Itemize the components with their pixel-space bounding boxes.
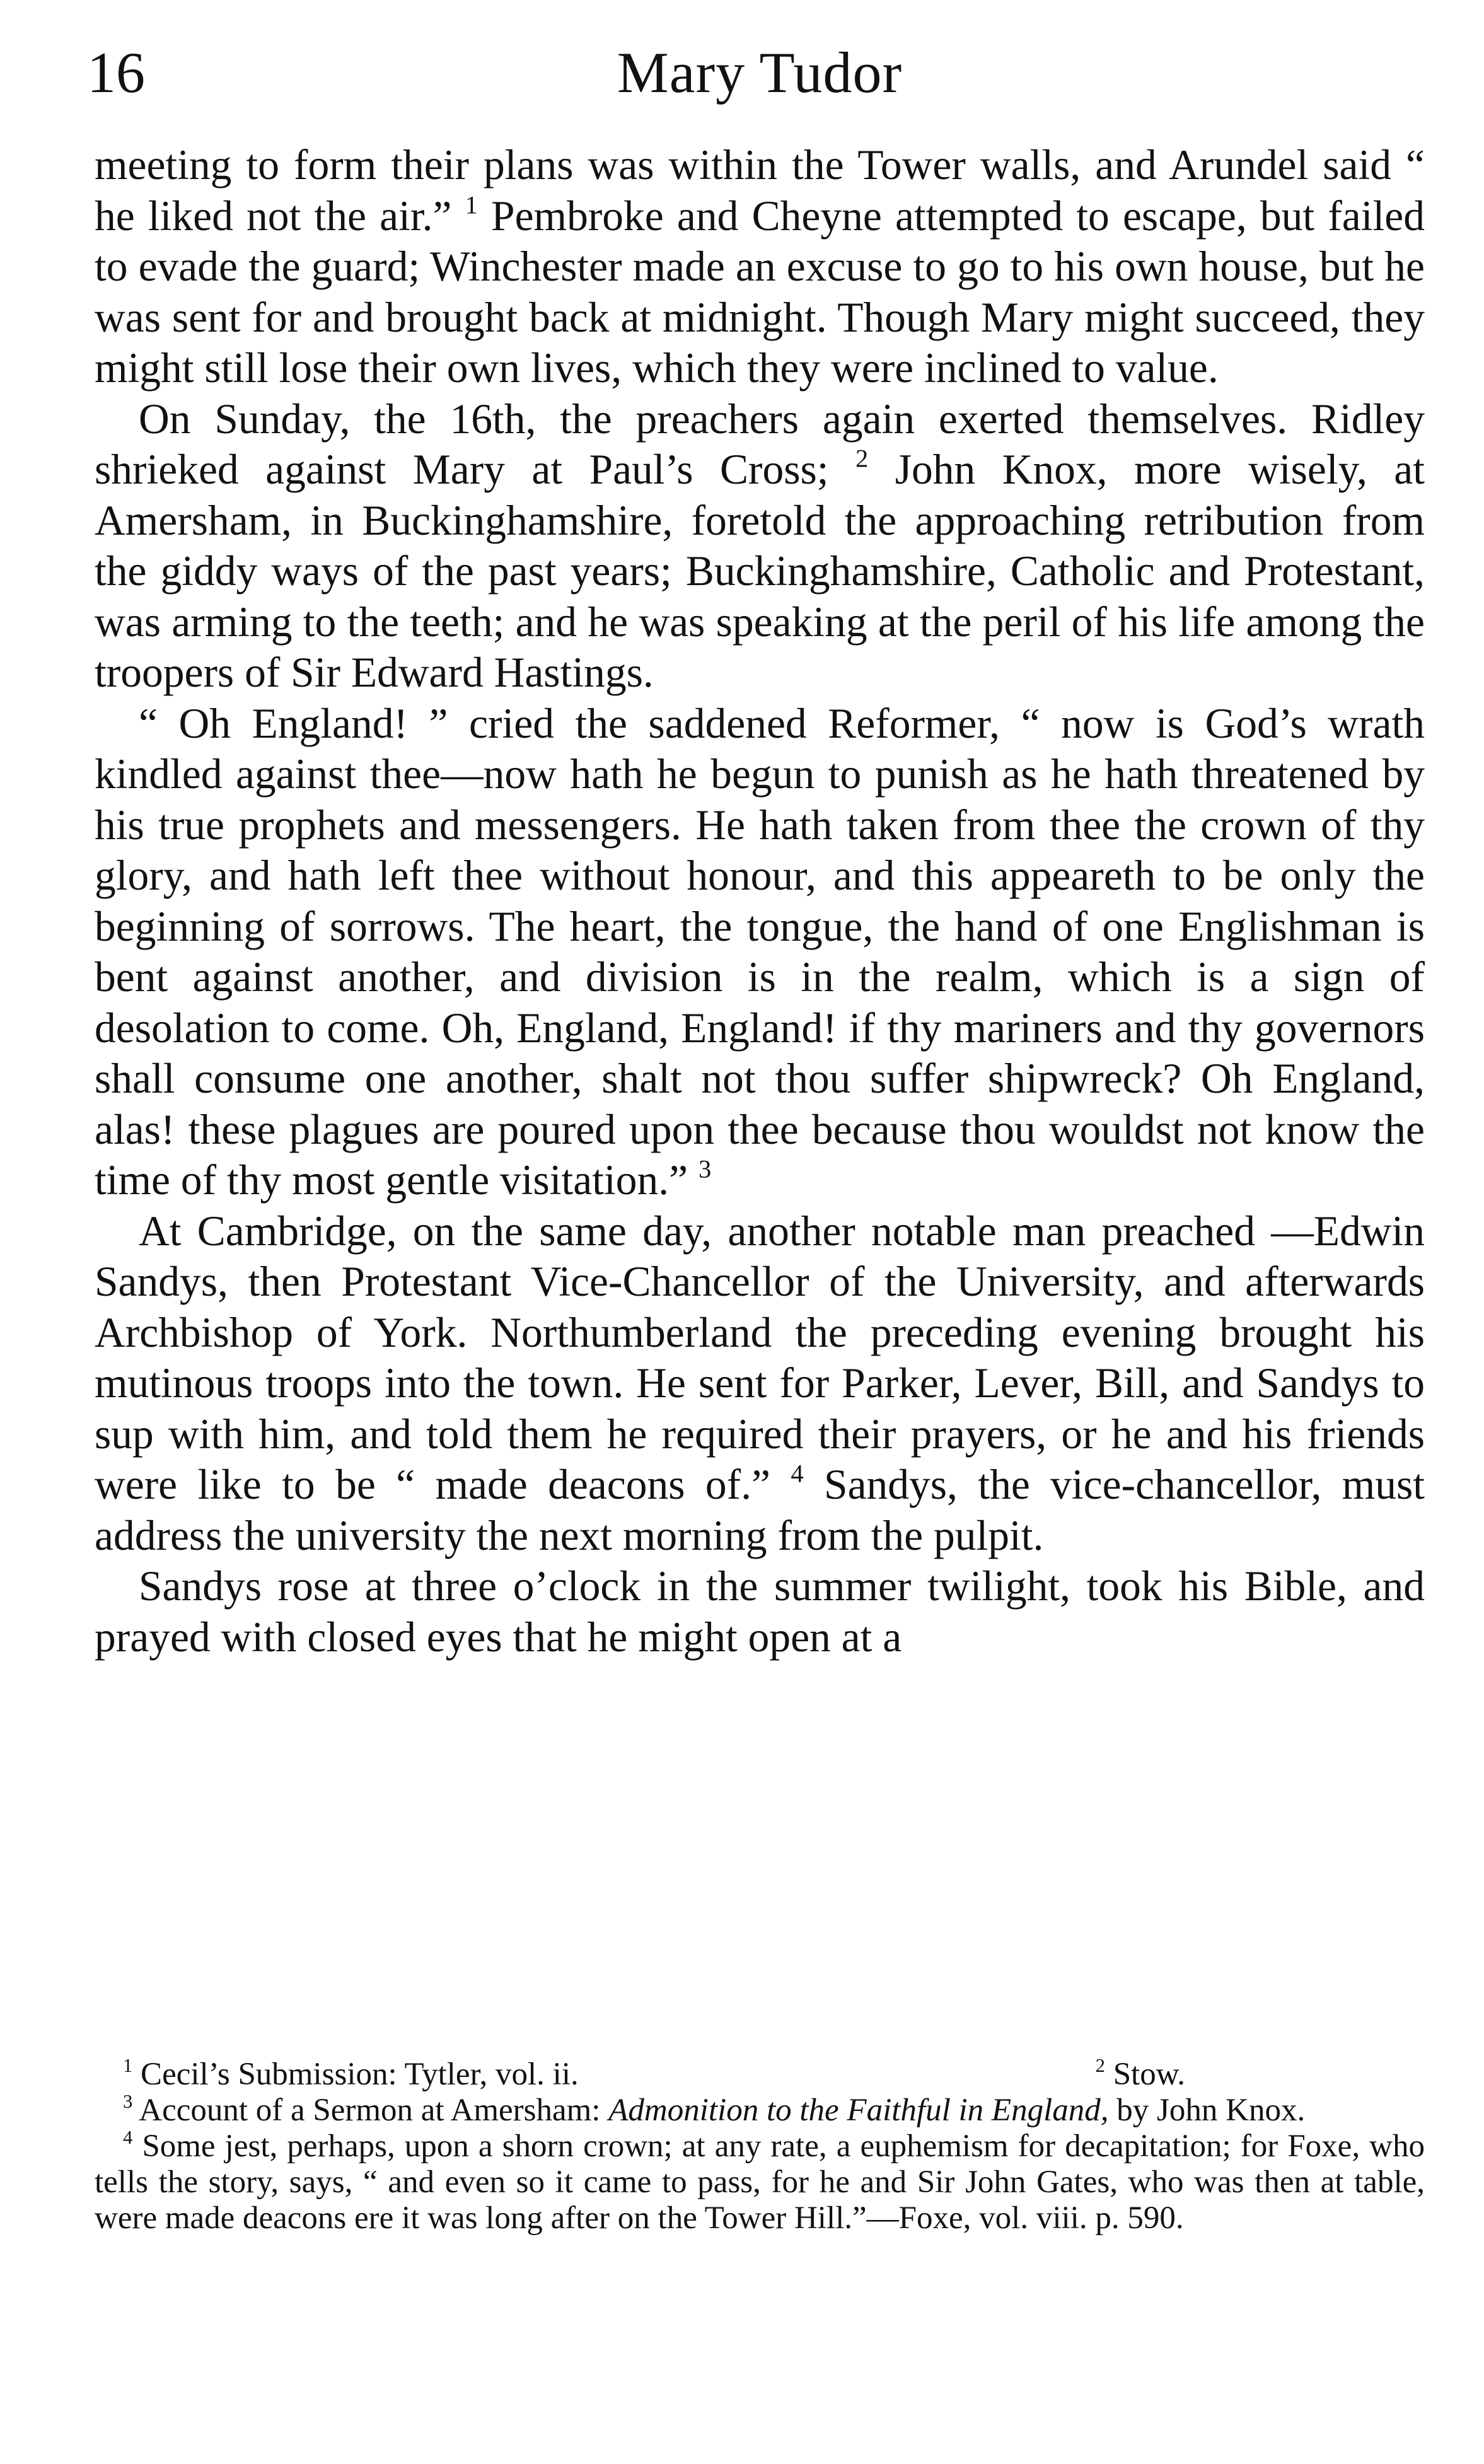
body-text [95, 140, 1425, 1663]
paragraph-text: “ Oh England! ” cried the saddened Reformer, “ now is God’s wrath kindled against thee—now hath he begun to punish as he hath threatened by his true prophets and messengers. He hath taken from thee the crown of thy glory, and hath left thee without honour, and this appeareth to be only the beginning of sorrows. The heart, the tongue, the hand of one Englishman is bent against another, and division is in the realm, which is a sign of desolation to come. Oh, England, England! if thy mariners and thy governors shall consume one another, shalt not thou suffer shipwreck? Oh England, alas! these plagues are poured upon thee because thou wouldst not know the time of thy most gentle visitation.” [95, 699, 1425, 1204]
page-number: 16 [87, 40, 145, 105]
footnote-text: Account of a Sermon at Amersham: [132, 2093, 609, 2128]
footnote-1 [123, 2057, 579, 2093]
paragraph-text: At Cambridge, on the same day, another notable man preached —Edwin Sandys, then Protestant Vice-Chancellor of the University, and afterwards Archbishop of York. Northumberland the preceding evening brought his mutinous troops into the town. He sent for Parker, Lever, Bill, and Sandys to sup with him, and told them he required their prayers, or he and his friends were like to be “ made deacons of.” [95, 1207, 1425, 1508]
footnote-text: Stow. [1104, 2057, 1185, 2092]
paragraph-1 [95, 140, 1425, 394]
paragraph-text: Pembroke and Cheyne attempted to escape, but failed to evade the guard; Winchester made an excuse to go to his own house, but he was sent for and brought back at midnight. Though Mary might succeed, they might still lose their own lives, which they were inclined to value. [95, 192, 1425, 392]
footnote-mark: 2 [1095, 2055, 1105, 2077]
paragraph-text: meeting to form their plans was within the Tower walls, and Arundel said “ he liked not the air.” [95, 141, 1425, 240]
footnote-ref: 4 [791, 1459, 804, 1488]
page-header [87, 25, 1425, 120]
footnote-2 [1096, 2057, 1185, 2093]
paragraph-text: On Sunday, the 16th, the preachers again exerted themselves. Ridley shrieked against Mary at Paul’s Cross; [95, 395, 1425, 493]
footnote-4 [95, 2129, 1425, 2236]
footnotes [95, 2057, 1425, 2236]
footnote-mark: 3 [123, 2091, 133, 2113]
footnote-mark: 1 [123, 2055, 133, 2077]
paragraph-3 [95, 699, 1425, 1206]
paragraph-5 [95, 1561, 1425, 1663]
book-page [87, 25, 1425, 1663]
footnote-ref: 1 [465, 190, 478, 219]
footnote-text: Cecil’s Submission: Tytler, vol. ii. [132, 2057, 579, 2092]
footnote-row [95, 2057, 1425, 2093]
paragraph-text: Sandys rose at three o’clock in the summer twilight, took his Bible, and prayed with closed eyes that he might open at a [95, 1562, 1425, 1661]
paragraph-4 [95, 1206, 1425, 1562]
paragraph-text: Sandys, the vice-chancellor, must address the university the next morning from the pulpit. [95, 1461, 1425, 1559]
footnote-text: Some jest, perhaps, upon a shorn crown; at any rate, a euphemism for decapitation; for Foxe, who tells the story, says, “ and even so it came to pass, for he and Sir John Gates, who was then at table, were made deacons ere it was long after on the Tower Hill.”—Foxe, vol. viii. p. 590. [95, 2129, 1425, 2236]
paragraph-text: John Knox, more wisely, at Amersham, in Buckinghamshire, foretold the approaching retribution from the giddy ways of the past years; Buckinghamshire, Catholic and Protestant, was arming to the teeth; and he was speaking at the peril of his life among the troopers of Sir Edward Hastings. [95, 446, 1425, 696]
footnote-3 [95, 2093, 1425, 2129]
footnote-text: by John Knox. [1108, 2093, 1306, 2128]
footnote-ref: 3 [699, 1154, 712, 1183]
footnote-mark: 4 [123, 2127, 133, 2149]
paragraph-2 [95, 394, 1425, 699]
running-title: Mary Tudor [617, 40, 903, 105]
footnote-ref: 2 [855, 444, 869, 473]
footnote-italic-title: Admonition to the Faithful in England, [608, 2093, 1109, 2128]
